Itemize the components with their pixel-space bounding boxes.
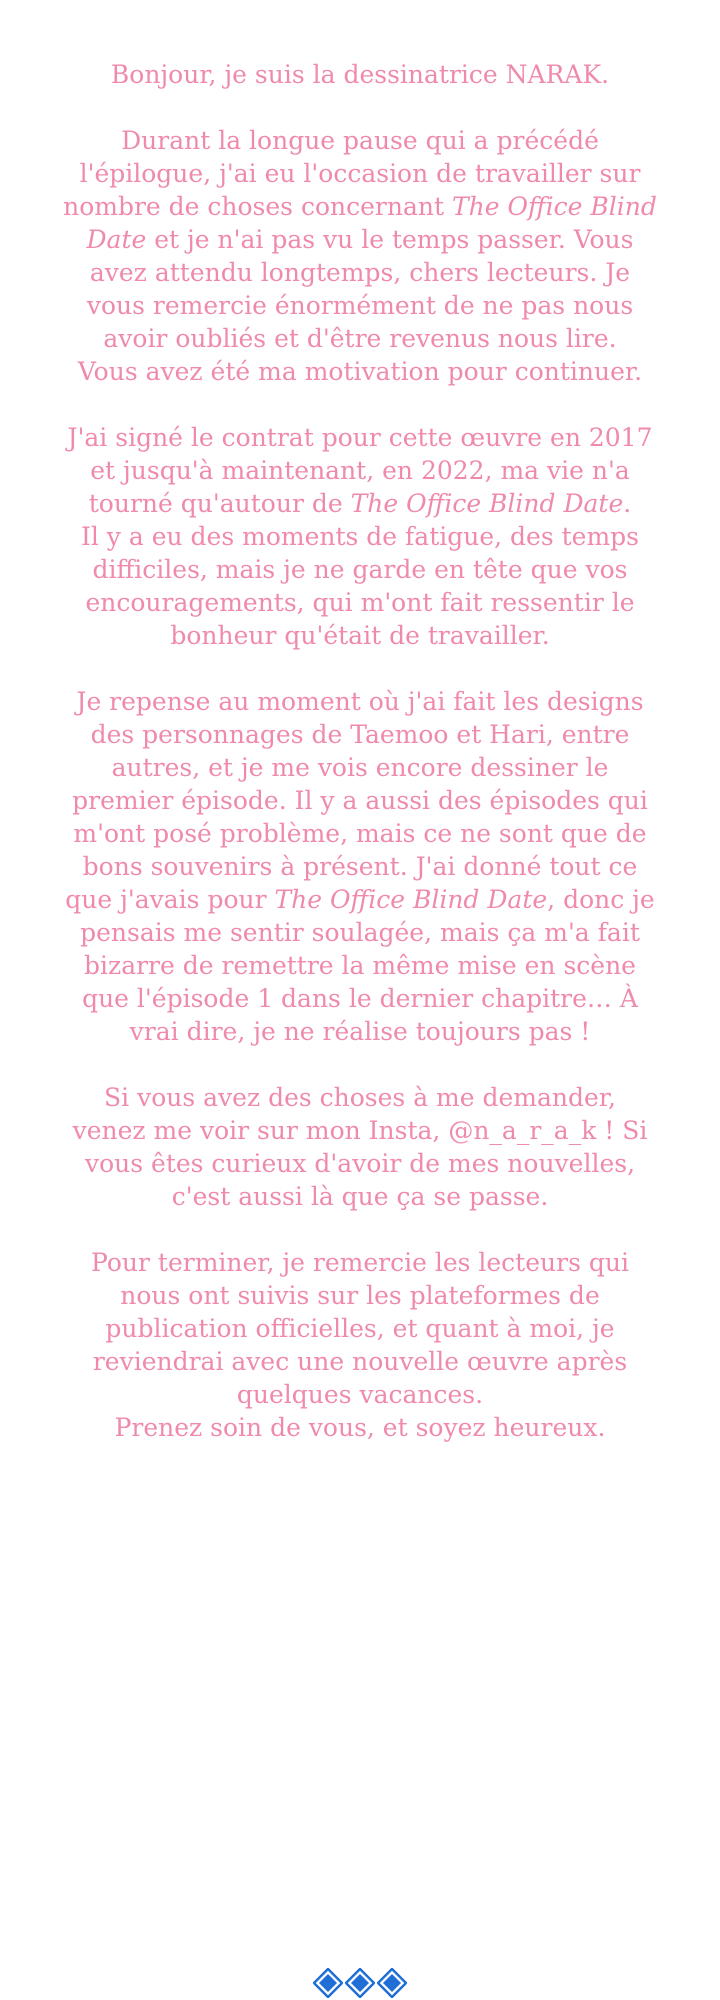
text-line: Durant la longue pause qui a précédé xyxy=(121,126,599,155)
paragraph-memories xyxy=(40,685,680,1048)
text-line: venez me voir sur mon Insta, @n_a_r_a_k ! Si xyxy=(72,1116,648,1145)
paragraph-pause xyxy=(40,124,680,388)
text-line: l'épilogue, j'ai eu l'occasion de travailler sur xyxy=(79,159,641,188)
text-line xyxy=(40,223,680,256)
text-line xyxy=(40,883,680,916)
text-line: encouragements, qui m'ont fait ressentir le xyxy=(85,588,635,617)
greeting-paragraph xyxy=(40,58,680,91)
text-line: vrai dire, je ne réalise toujours pas ! xyxy=(129,1017,591,1046)
text-line: avez attendu longtemps, chers lecteurs. Je xyxy=(89,258,631,287)
text-line: publication officielles, et quant à moi, je xyxy=(105,1314,615,1343)
text-line xyxy=(40,190,680,223)
paragraph-contract xyxy=(40,421,680,652)
text-line: bons souvenirs à présent. J'ai donné tout ce xyxy=(82,852,638,881)
text-line: Vous avez été ma motivation pour continuer. xyxy=(77,357,643,386)
text-fragment: et je n'ai pas vu le temps passer. Vous xyxy=(146,225,634,254)
text-line: c'est aussi là que ça se passe. xyxy=(171,1182,549,1211)
text-line: nous ont suivis sur les plateformes de xyxy=(120,1281,600,1310)
blue-diamond-icon xyxy=(345,1968,375,1998)
text-line: Il y a eu des moments de fatigue, des temps xyxy=(80,522,640,551)
text-line: m'ont posé problème, mais ce ne sont que de xyxy=(73,819,647,848)
text-line: et jusqu'à maintenant, en 2022, ma vie n'a xyxy=(90,456,630,485)
text-line xyxy=(40,487,680,520)
greeting-line: Bonjour, je suis la dessinatrice NARAK. xyxy=(110,60,610,89)
text-fragment: tourné qu'autour de xyxy=(88,489,351,518)
text-fragment: , donc je xyxy=(547,885,655,914)
text-fragment: que j'avais pour xyxy=(65,885,275,914)
text-line: Prenez soin de vous, et soyez heureux. xyxy=(114,1413,606,1442)
paragraph-closing xyxy=(40,1246,680,1444)
text-line: Pour terminer, je remercie les lecteurs qui xyxy=(91,1248,629,1277)
text-line: vous êtes curieux d'avoir de mes nouvelles, xyxy=(84,1149,636,1178)
text-line: Si vous avez des choses à me demander, xyxy=(104,1083,616,1112)
text-line: Je repense au moment où j'ai fait les designs xyxy=(76,687,644,716)
work-title: The Office Blind xyxy=(451,192,657,221)
text-line: reviendrai avec une nouvelle œuvre après xyxy=(92,1347,628,1376)
work-title: Date xyxy=(86,225,147,254)
work-title: The Office Blind Date xyxy=(350,489,624,518)
text-line: quelques vacances. xyxy=(236,1380,484,1409)
blue-diamond-icon xyxy=(377,1968,407,1998)
text-line: bizarre de remettre la même mise en scène xyxy=(84,951,636,980)
text-line: difficiles, mais je ne garde en tête que vos xyxy=(92,555,628,584)
text-line: bonheur qu'était de travailler. xyxy=(170,621,550,650)
text-line: pensais me sentir soulagée, mais ça m'a fait xyxy=(80,918,640,947)
text-line: des personnages de Taemoo et Hari, entre xyxy=(90,720,630,749)
work-title: The Office Blind Date xyxy=(274,885,548,914)
text-line: vous remercie énormément de ne pas nous xyxy=(86,291,634,320)
end-ornament xyxy=(0,1968,720,1998)
text-line: J'ai signé le contrat pour cette œuvre en 2017 xyxy=(67,423,653,452)
text-line: avoir oubliés et d'être revenus nous lire. xyxy=(103,324,617,353)
text-line: autres, et je me vois encore dessiner le xyxy=(111,753,609,782)
text-line: premier épisode. Il y a aussi des épisodes qui xyxy=(72,786,648,815)
blue-diamond-icon xyxy=(313,1968,343,1998)
text-line: que l'épisode 1 dans le dernier chapitre… À xyxy=(82,984,638,1013)
text-fragment: nombre de choses concernant xyxy=(63,192,452,221)
author-letter xyxy=(40,58,680,1477)
text-fragment: . xyxy=(623,489,632,518)
paragraph-instagram xyxy=(40,1081,680,1213)
